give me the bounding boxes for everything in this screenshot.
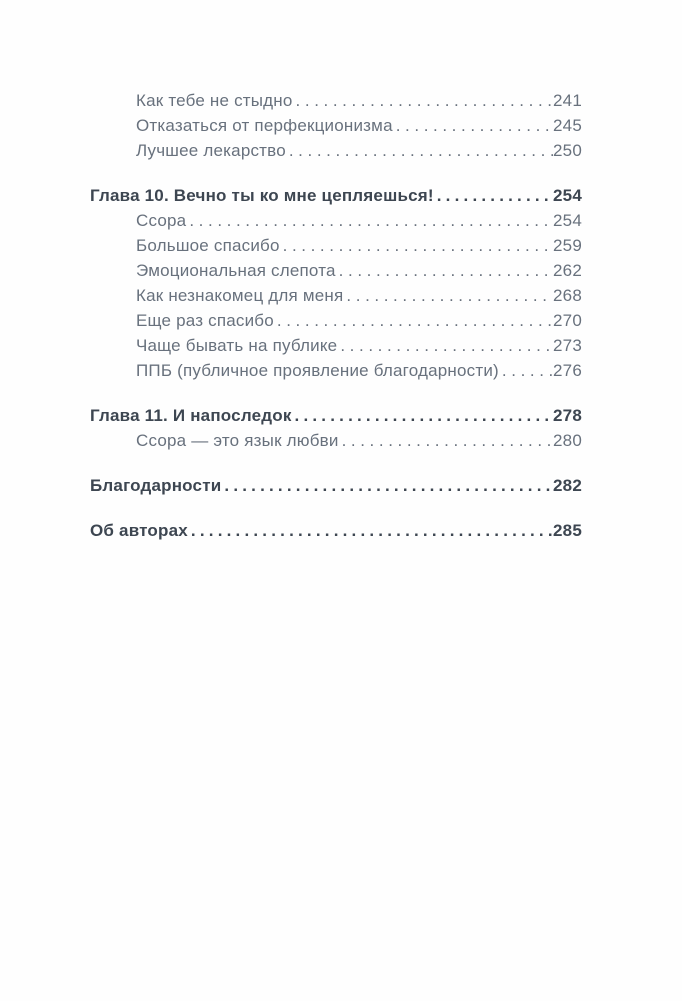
toc-entry-title: Еще раз спасибо	[136, 311, 274, 330]
toc-section	[90, 403, 582, 453]
toc-entry-title: Лучшее лекарство	[136, 141, 286, 160]
toc-chapter-title: Об авторах	[90, 521, 188, 540]
toc-entry	[90, 233, 582, 258]
toc-entry-page-number: 273	[553, 336, 582, 355]
toc-chapter-heading	[90, 473, 582, 498]
toc-entry-page-number: 241	[553, 91, 582, 110]
toc-entry-title: Эмоциональная слепота	[136, 261, 336, 280]
toc-entry-title: Отказаться от перфекционизма	[136, 116, 393, 135]
dot-leader	[295, 403, 554, 428]
toc-entry	[90, 113, 582, 138]
dot-leader	[339, 258, 553, 283]
toc-entry-page-number: 259	[553, 236, 582, 255]
toc-section	[90, 183, 582, 383]
toc-entry-title: Как тебе не стыдно	[136, 91, 293, 110]
toc-section	[90, 88, 582, 163]
toc-chapter-heading	[90, 518, 582, 543]
toc-entry-title: Большое спасибо	[136, 236, 280, 255]
dot-leader	[296, 88, 553, 113]
toc-entry-page-number: 250	[553, 141, 582, 160]
toc-chapter-page-number: 282	[553, 476, 582, 495]
dot-leader	[342, 428, 553, 453]
dot-leader	[289, 138, 553, 163]
toc-entry	[90, 308, 582, 333]
toc-chapter-heading	[90, 183, 582, 208]
toc-entry	[90, 88, 582, 113]
dot-leader	[224, 473, 553, 498]
toc-entry-title: ППБ (публичное проявление благодарности)	[136, 361, 499, 380]
toc-chapter-page-number: 285	[553, 521, 582, 540]
toc-entry-title: Как незнакомец для меня	[136, 286, 344, 305]
toc-entry-title: Чаще бывать на публике	[136, 336, 338, 355]
toc-chapter-heading	[90, 403, 582, 428]
dot-leader	[283, 233, 553, 258]
toc-entry-page-number: 276	[553, 361, 582, 380]
toc-entry-title: Ссора	[136, 211, 187, 230]
dot-leader	[277, 308, 553, 333]
toc-entry-page-number: 245	[553, 116, 582, 135]
toc-entry	[90, 358, 582, 383]
toc-section	[90, 518, 582, 543]
toc-chapter-title: Благодарности	[90, 476, 222, 495]
dot-leader	[437, 183, 553, 208]
toc-chapter-page-number: 254	[553, 186, 582, 205]
toc-entry-page-number: 262	[553, 261, 582, 280]
dot-leader	[396, 113, 553, 138]
toc-entry-page-number: 268	[553, 286, 582, 305]
table-of-contents	[90, 88, 582, 543]
toc-entry-title: Ссора — это язык любви	[136, 431, 339, 450]
toc-entry	[90, 333, 582, 358]
dot-leader	[191, 518, 553, 543]
dot-leader	[189, 208, 553, 233]
toc-section	[90, 473, 582, 498]
toc-entry	[90, 208, 582, 233]
toc-entry	[90, 283, 582, 308]
toc-entry	[90, 138, 582, 163]
dot-leader	[340, 333, 553, 358]
toc-chapter-page-number: 278	[553, 406, 582, 425]
toc-entry	[90, 428, 582, 453]
toc-entry	[90, 258, 582, 283]
toc-entry-page-number: 254	[553, 211, 582, 230]
toc-chapter-title: Глава 10. Вечно ты ко мне цепляешься!	[90, 186, 434, 205]
toc-entry-page-number: 280	[553, 431, 582, 450]
dot-leader	[346, 283, 553, 308]
toc-entry-page-number: 270	[553, 311, 582, 330]
toc-chapter-title: Глава 11. И напоследок	[90, 406, 292, 425]
dot-leader	[502, 358, 553, 383]
